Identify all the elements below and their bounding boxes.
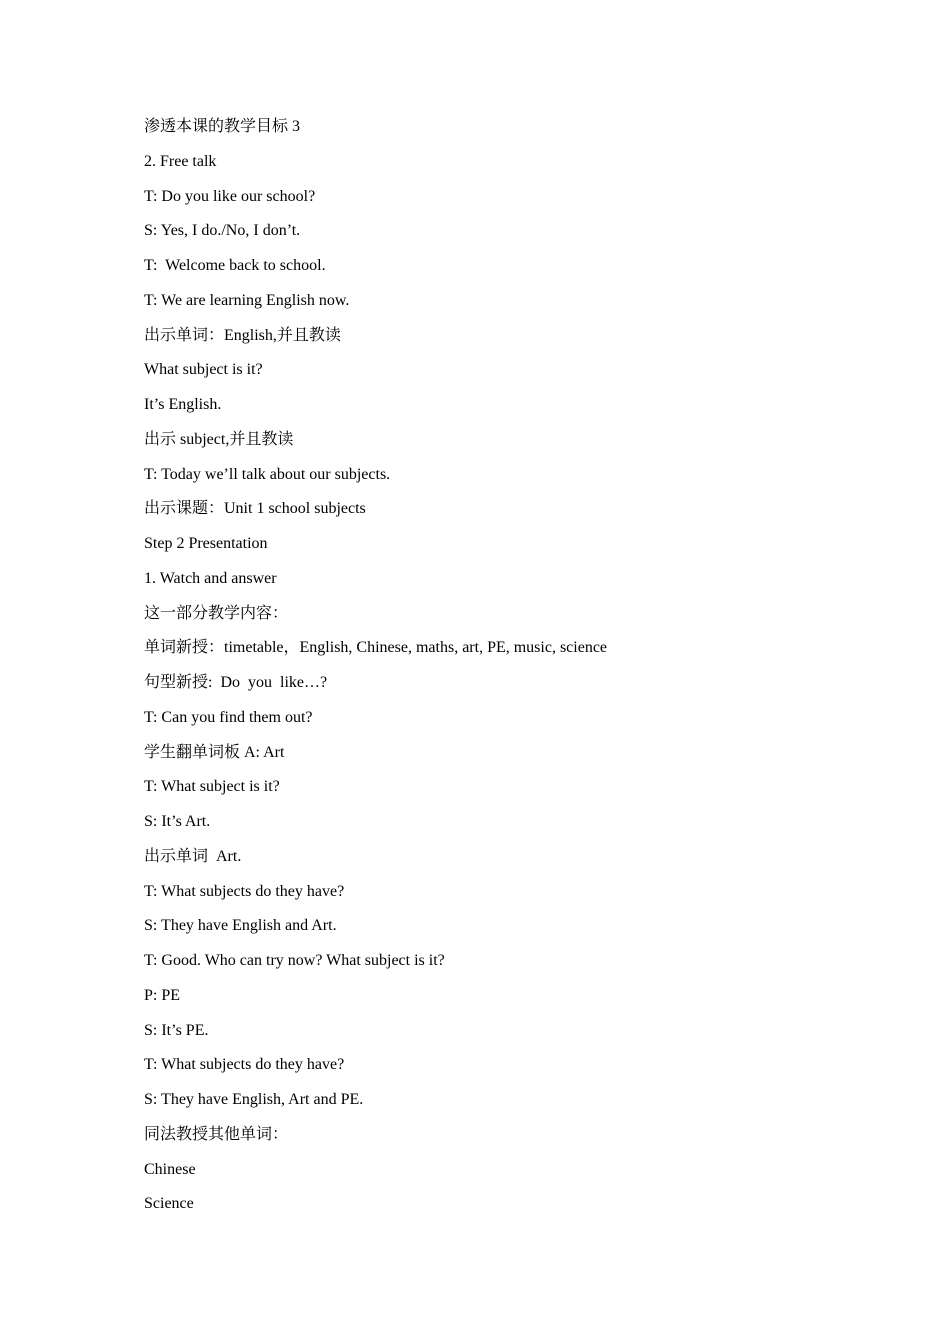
text-line: T: Good. Who can try now? What subject is it? (144, 952, 445, 969)
text-line: 出示单词 Art. (144, 847, 242, 865)
text-line: T: Do you like our school? (144, 187, 316, 205)
text-line: S: Yes, I do./No, I don’t. (144, 222, 301, 240)
text-line: T: What subjects do they have? (144, 1056, 345, 1074)
text-line: S: They have English, Art and PE. (144, 1091, 364, 1108)
text-line: T: What subject is it? (144, 778, 280, 796)
text-line: Science (144, 1195, 194, 1213)
document-body (144, 116, 844, 1228)
text-line: T: Today we’ll talk about our subjects. (144, 465, 391, 483)
text-line: S: It’s Art. (144, 813, 211, 830)
text-line: 同法教授其他单词： (144, 1125, 289, 1143)
text-line: What subject is it? (144, 361, 263, 379)
text-line: 2. Free talk (144, 152, 217, 170)
text-line: T: Welcome back to school. (144, 257, 326, 274)
text-line: T: Can you find them out? (144, 708, 313, 726)
text-line: 这一部分教学内容： (144, 604, 289, 622)
text-line: P: PE (144, 986, 181, 1004)
text-line: 出示 subject,并且教读 (144, 430, 294, 448)
text-line: T: What subjects do they have? (144, 882, 345, 900)
text-line: 句型新授: Do you like…? (144, 674, 328, 691)
text-line: Chinese (144, 1160, 196, 1178)
text-line: S: It’s PE. (144, 1021, 209, 1039)
text-line: 渗透本课的教学目标 3 (144, 118, 301, 135)
text-line: Step 2 Presentation (144, 535, 268, 552)
text-line: 出示课题：Unit 1 school subjects (144, 500, 366, 518)
text-line: It’s English. (144, 396, 222, 413)
text-line: 学生翻单词板 A: Art (144, 743, 285, 761)
text-line: 1. Watch and answer (144, 569, 277, 587)
text-line: S: They have English and Art. (144, 917, 337, 935)
text-line: 单词新授：timetable，English, Chinese, maths, art, PE, music, science (144, 639, 608, 657)
text-line: T: We are learning English now. (144, 291, 350, 309)
text-line: 出示单词：English,并且教读 (144, 326, 341, 344)
